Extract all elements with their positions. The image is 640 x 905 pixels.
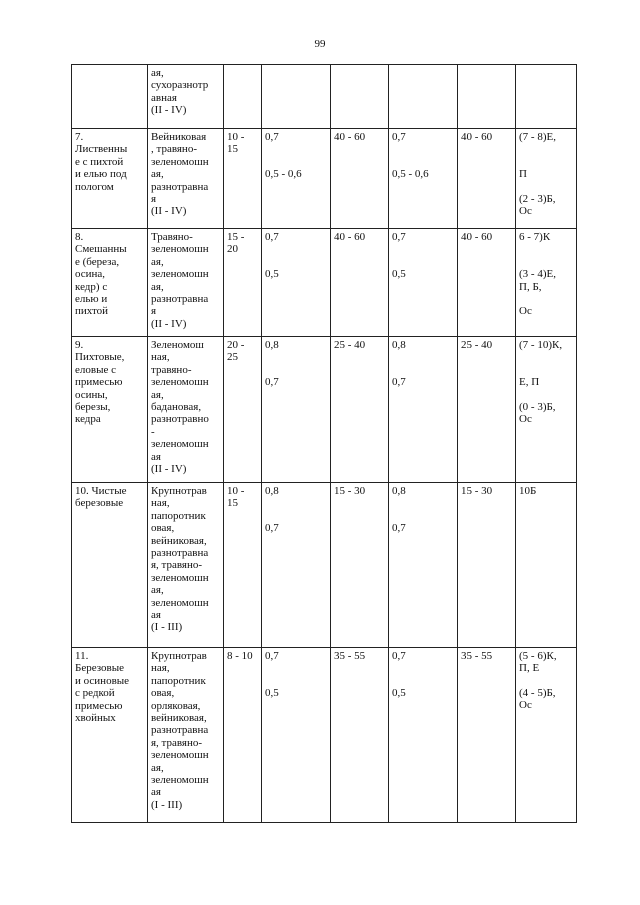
forest-type-cell: Травяно- зеленомошн ая, зеленомошн ая, разнотравна я (II - IV) [148,229,224,337]
page-number: 99 [314,38,326,50]
range-cell: 15 - 30 [331,483,389,648]
range-cell-2: 25 - 40 [458,337,516,483]
density-cell-2: 0,8 0,7 [389,337,458,483]
table-row [72,337,577,483]
density-cell: 0,7 0,5 [262,229,331,337]
table-row [72,229,577,337]
range-cell-2: 40 - 60 [458,229,516,337]
age-cell: 10 - 15 [224,483,262,648]
age-cell [224,65,262,129]
composition-cell: 10Б [516,483,577,648]
forest-group-cell [72,65,148,129]
range-cell-2 [458,65,516,129]
density-cell: 0,7 0,5 - 0,6 [262,129,331,229]
density-cell-2: 0,7 0,5 - 0,6 [389,129,458,229]
composition-cell: (7 - 8)Е, П (2 - 3)Б, Ос [516,129,577,229]
density-cell-2: 0,7 0,5 [389,648,458,823]
range-cell-2: 40 - 60 [458,129,516,229]
forest-group-cell: 11. Березовые и осиновые с редкой примесью хвойных [72,648,148,823]
range-cell: 40 - 60 [331,129,389,229]
forest-type-cell: Вейниковая , травяно- зеленомошн ая, разнотравна я (II - IV) [148,129,224,229]
forest-group-cell: 9. Пихтовые, еловые с примесью осины, березы, кедра [72,337,148,483]
range-cell-2: 35 - 55 [458,648,516,823]
forest-type-cell: Крупнотрав ная, папоротник овая, вейниковая, разнотравна я, травяно- зеленомошн ая, зеленомошн ая (I - III) [148,483,224,648]
composition-cell: 6 - 7)К (3 - 4)Е, П, Б, Ос [516,229,577,337]
composition-cell: (7 - 10)К, Е, П (0 - 3)Б, Ос [516,337,577,483]
range-cell [331,65,389,129]
age-cell: 20 - 25 [224,337,262,483]
forest-type-cell: ая, сухоразнотр авная (II - IV) [148,65,224,129]
table-row [72,648,577,823]
forest-group-cell: 10. Чистые березовые [72,483,148,648]
density-cell [262,65,331,129]
density-cell-2 [389,65,458,129]
density-cell: 0,8 0,7 [262,337,331,483]
density-cell-2: 0,7 0,5 [389,229,458,337]
composition-cell [516,65,577,129]
density-cell: 0,8 0,7 [262,483,331,648]
table-row [72,483,577,648]
table-row [72,129,577,229]
table-row [72,65,577,129]
forest-group-cell: 8. Смешанны е (береза, осина, кедр) с елью и пихтой [72,229,148,337]
forest-group-cell: 7. Лиственны е с пихтой и елью под пологом [72,129,148,229]
age-cell: 15 - 20 [224,229,262,337]
forest-table [71,64,577,823]
range-cell: 40 - 60 [331,229,389,337]
age-cell: 10 - 15 [224,129,262,229]
forest-type-cell: Зеленомош ная, травяно- зеленомошн ая, бадановая, разнотравно - зеленомошн ая (II - IV) [148,337,224,483]
density-cell-2: 0,8 0,7 [389,483,458,648]
range-cell: 35 - 55 [331,648,389,823]
range-cell-2: 15 - 30 [458,483,516,648]
composition-cell: (5 - 6)К, П, Е (4 - 5)Б, Ос [516,648,577,823]
range-cell: 25 - 40 [331,337,389,483]
age-cell: 8 - 10 [224,648,262,823]
density-cell: 0,7 0,5 [262,648,331,823]
forest-type-cell: Крупнотрав ная, папоротник овая, орляковая, вейниковая, разнотравна я, травяно- зеленомошн ая, зеленомошн ая (I - III) [148,648,224,823]
